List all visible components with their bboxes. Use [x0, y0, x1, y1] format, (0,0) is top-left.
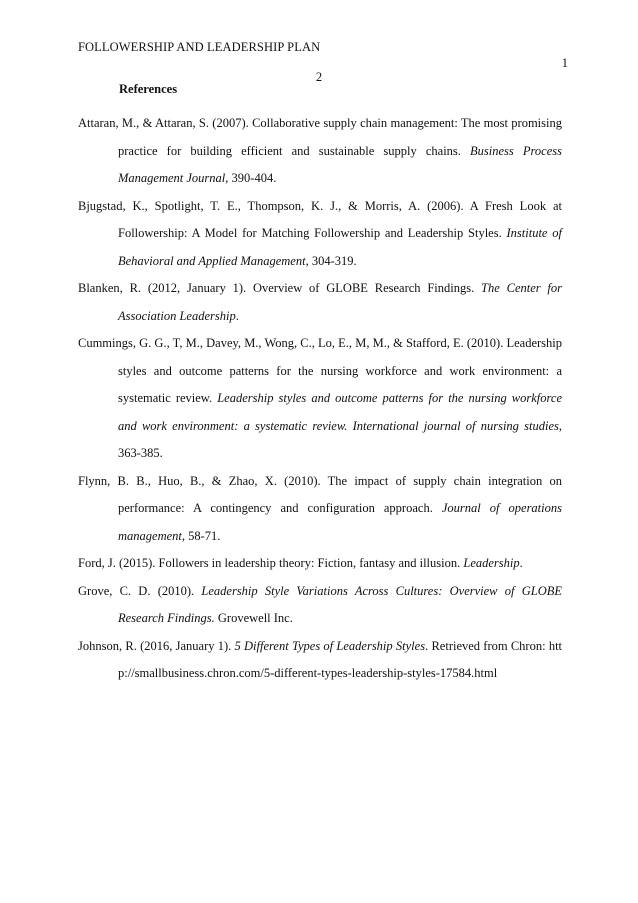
reference-text: Ford, J. (2015). Followers in leadership theory: Fiction, fantasy and illusion. — [78, 556, 464, 570]
reference-entry-johnson — [78, 633, 562, 688]
reference-pages: . — [519, 556, 523, 570]
reference-source: 5 Different Types of Leadership Styles — [234, 638, 426, 653]
reference-text: Bjugstad, K., Spotlight, T. E., Thompson, K. J., & Morris, A. (2006). A Fresh Look at Followership: A Model for Matching Followership and Leadership Styles. — [78, 198, 562, 240]
reference-source: Business Process Management Journal — [118, 143, 562, 185]
reference-source: Leadership styles and outcome patterns for the nursing workforce and work environment: a systematic review. International journal of nursing studies — [118, 391, 562, 433]
reference-entry-flynn — [78, 468, 562, 551]
reference-entry-cummings — [78, 330, 562, 468]
reference-source: The Center for Association Leadership — [118, 281, 563, 323]
reference-pages: , 58-71. — [181, 528, 221, 543]
reference-pages: , 304-319. — [305, 253, 357, 268]
page-number-secondary: 2 — [315, 70, 323, 84]
reference-source: Leadership — [463, 556, 520, 570]
reference-source: Institute of Behavioral and Applied Management — [118, 226, 562, 268]
reference-text: Johnson, R. (2016, January 1). — [78, 638, 235, 653]
reference-source: Leadership Style Variations Across Cultures: Overview of GLOBE Research Findings. — [118, 583, 562, 625]
reference-pages: Grovewell Inc. — [214, 611, 293, 625]
reference-entry-attaran — [78, 110, 562, 193]
references-heading: References — [119, 82, 178, 96]
reference-pages: , 363-385. — [118, 418, 562, 460]
reference-list — [78, 110, 562, 688]
page-number: 1 — [561, 56, 568, 70]
reference-text: Cummings, G. G., T, M., Davey, M., Wong, C., Lo, E., M, M., & Stafford, E. (2010). Leadership styles and outcome patterns for the nursing workforce and work environment: a systematic review. — [78, 336, 562, 405]
reference-entry-grove — [78, 578, 562, 633]
reference-source: Journal of operations management — [118, 501, 562, 543]
reference-text: Attaran, M., & Attaran, S. (2007). Collaborative supply chain management: The most promising practice for building efficient and sustainable supply chains. — [78, 116, 562, 158]
reference-text: Blanken, R. (2012, January 1). Overview of GLOBE Research Findings. — [78, 281, 482, 295]
reference-entry-blanken — [78, 275, 562, 330]
reference-entry-bjugstad — [78, 193, 562, 276]
reference-text: Grove, C. D. (2010). — [78, 583, 202, 598]
reference-pages: , 390-404. — [225, 171, 277, 185]
reference-url[interactable]: . Retrieved from Chron: http://smallbusiness.chron.com/5-different-types-leadership-styles-17584.html — [118, 638, 563, 680]
reference-text: Flynn, B. B., Huo, B., & Zhao, X. (2010). The impact of supply chain integration on performance: A contingency and configuration approach. — [78, 473, 562, 515]
reference-pages: . — [235, 308, 239, 323]
reference-entry-ford — [78, 550, 562, 578]
running-head: FOLLOWERSHIP AND LEADERSHIP PLAN — [78, 40, 321, 54]
